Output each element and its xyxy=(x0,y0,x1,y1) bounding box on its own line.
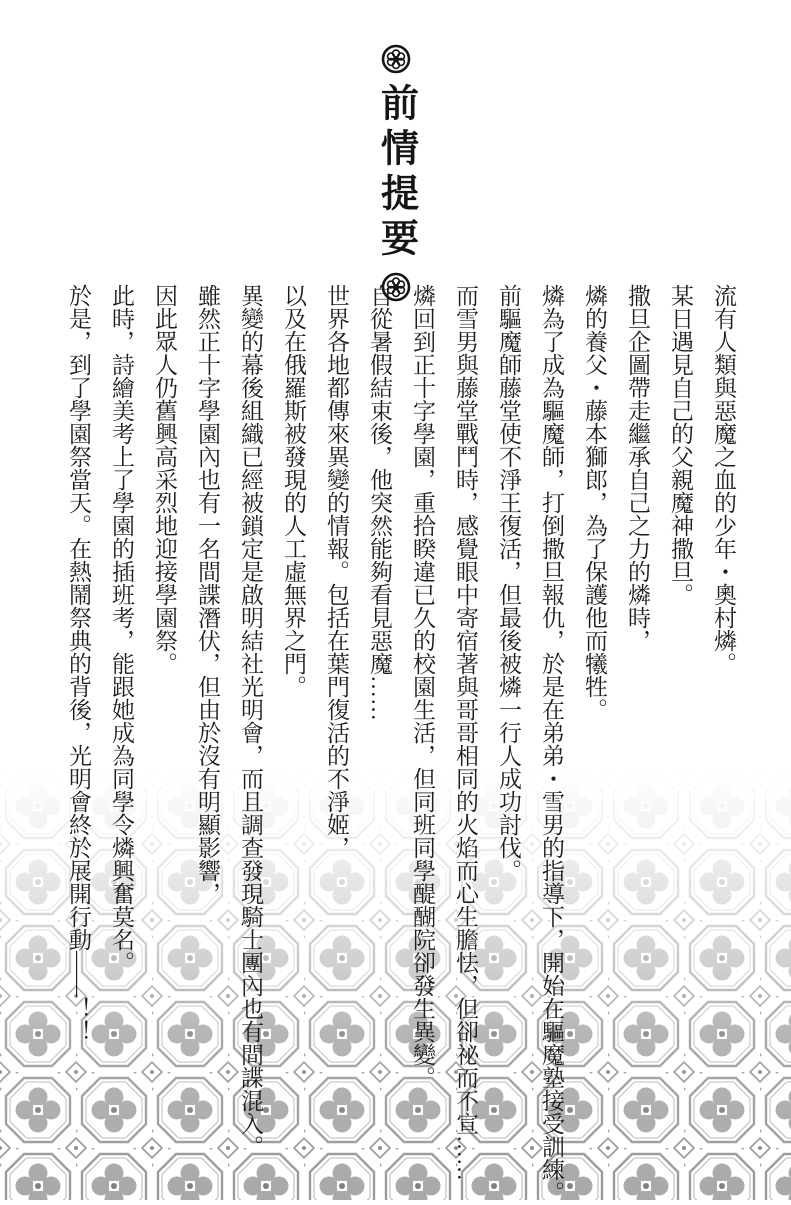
rosette-top-icon xyxy=(381,44,411,74)
synopsis-column: 流有人類與惡魔之血的少年・奧村燐。 xyxy=(711,284,736,675)
synopsis-column: 自從暑假結束後，他突然能夠看見惡魔…… xyxy=(367,284,392,721)
synopsis-column: 雖然正十字學園內也有一名間諜潛伏，但由於沒有明顯影響， xyxy=(195,284,220,905)
synopsis-column: 異變的幕後組織已經被鎖定是啟明結社光明會，而且調查發現騎士團內也有間諜混入。 xyxy=(238,284,263,1158)
synopsis-column: 因此眾人仍舊興高采烈地迎接學園祭。 xyxy=(152,284,177,675)
synopsis-column: 燐回到正十字學園，重拾睽違已久的校園生活，但同班同學醍醐院卻發生異變。 xyxy=(410,284,435,1089)
rosette-bottom-icon xyxy=(381,272,411,302)
synopsis-column: 前驅魔師藤堂使不淨王復活，但最後被燐一行人成功討伐。 xyxy=(496,284,521,882)
synopsis-column: 而雪男與藤堂戰鬥時，感覺眼中寄宿著與哥哥相同的火焰而心生膽怯，但卻祕而不宣…… xyxy=(453,284,478,1181)
synopsis-column: 世界各地都傳來異變的情報。包括在葉門復活的不淨姬， xyxy=(324,284,349,859)
synopsis-columns xyxy=(66,284,736,1204)
synopsis-column: 於是，到了學園祭當天。在熱鬧祭典的背後，光明會終於展開行動——！！ xyxy=(66,284,91,1043)
page-title: 前情提要 xyxy=(374,83,417,263)
synopsis-column: 某日遇見自己的父親魔神撒旦。 xyxy=(668,284,693,606)
synopsis-column: 以及在俄羅斯被發現的人工虛無界之門。 xyxy=(281,284,306,698)
synopsis-column: 此時，詩繪美考上了學園的插班考，能跟她成為同學令燐興奮莫名。 xyxy=(109,284,134,974)
synopsis-column: 撒旦企圖帶走繼承自己之力的燐時， xyxy=(625,284,650,652)
synopsis-column: 燐的養父・藤本獅郎，為了保護他而犧牲。 xyxy=(582,284,607,721)
title-block xyxy=(320,44,472,302)
synopsis-column: 燐為了成為驅魔師，打倒撒旦報仇，於是在弟弟・雪男的指導下，開始在驅魔塾接受訓練。 xyxy=(539,284,564,1204)
